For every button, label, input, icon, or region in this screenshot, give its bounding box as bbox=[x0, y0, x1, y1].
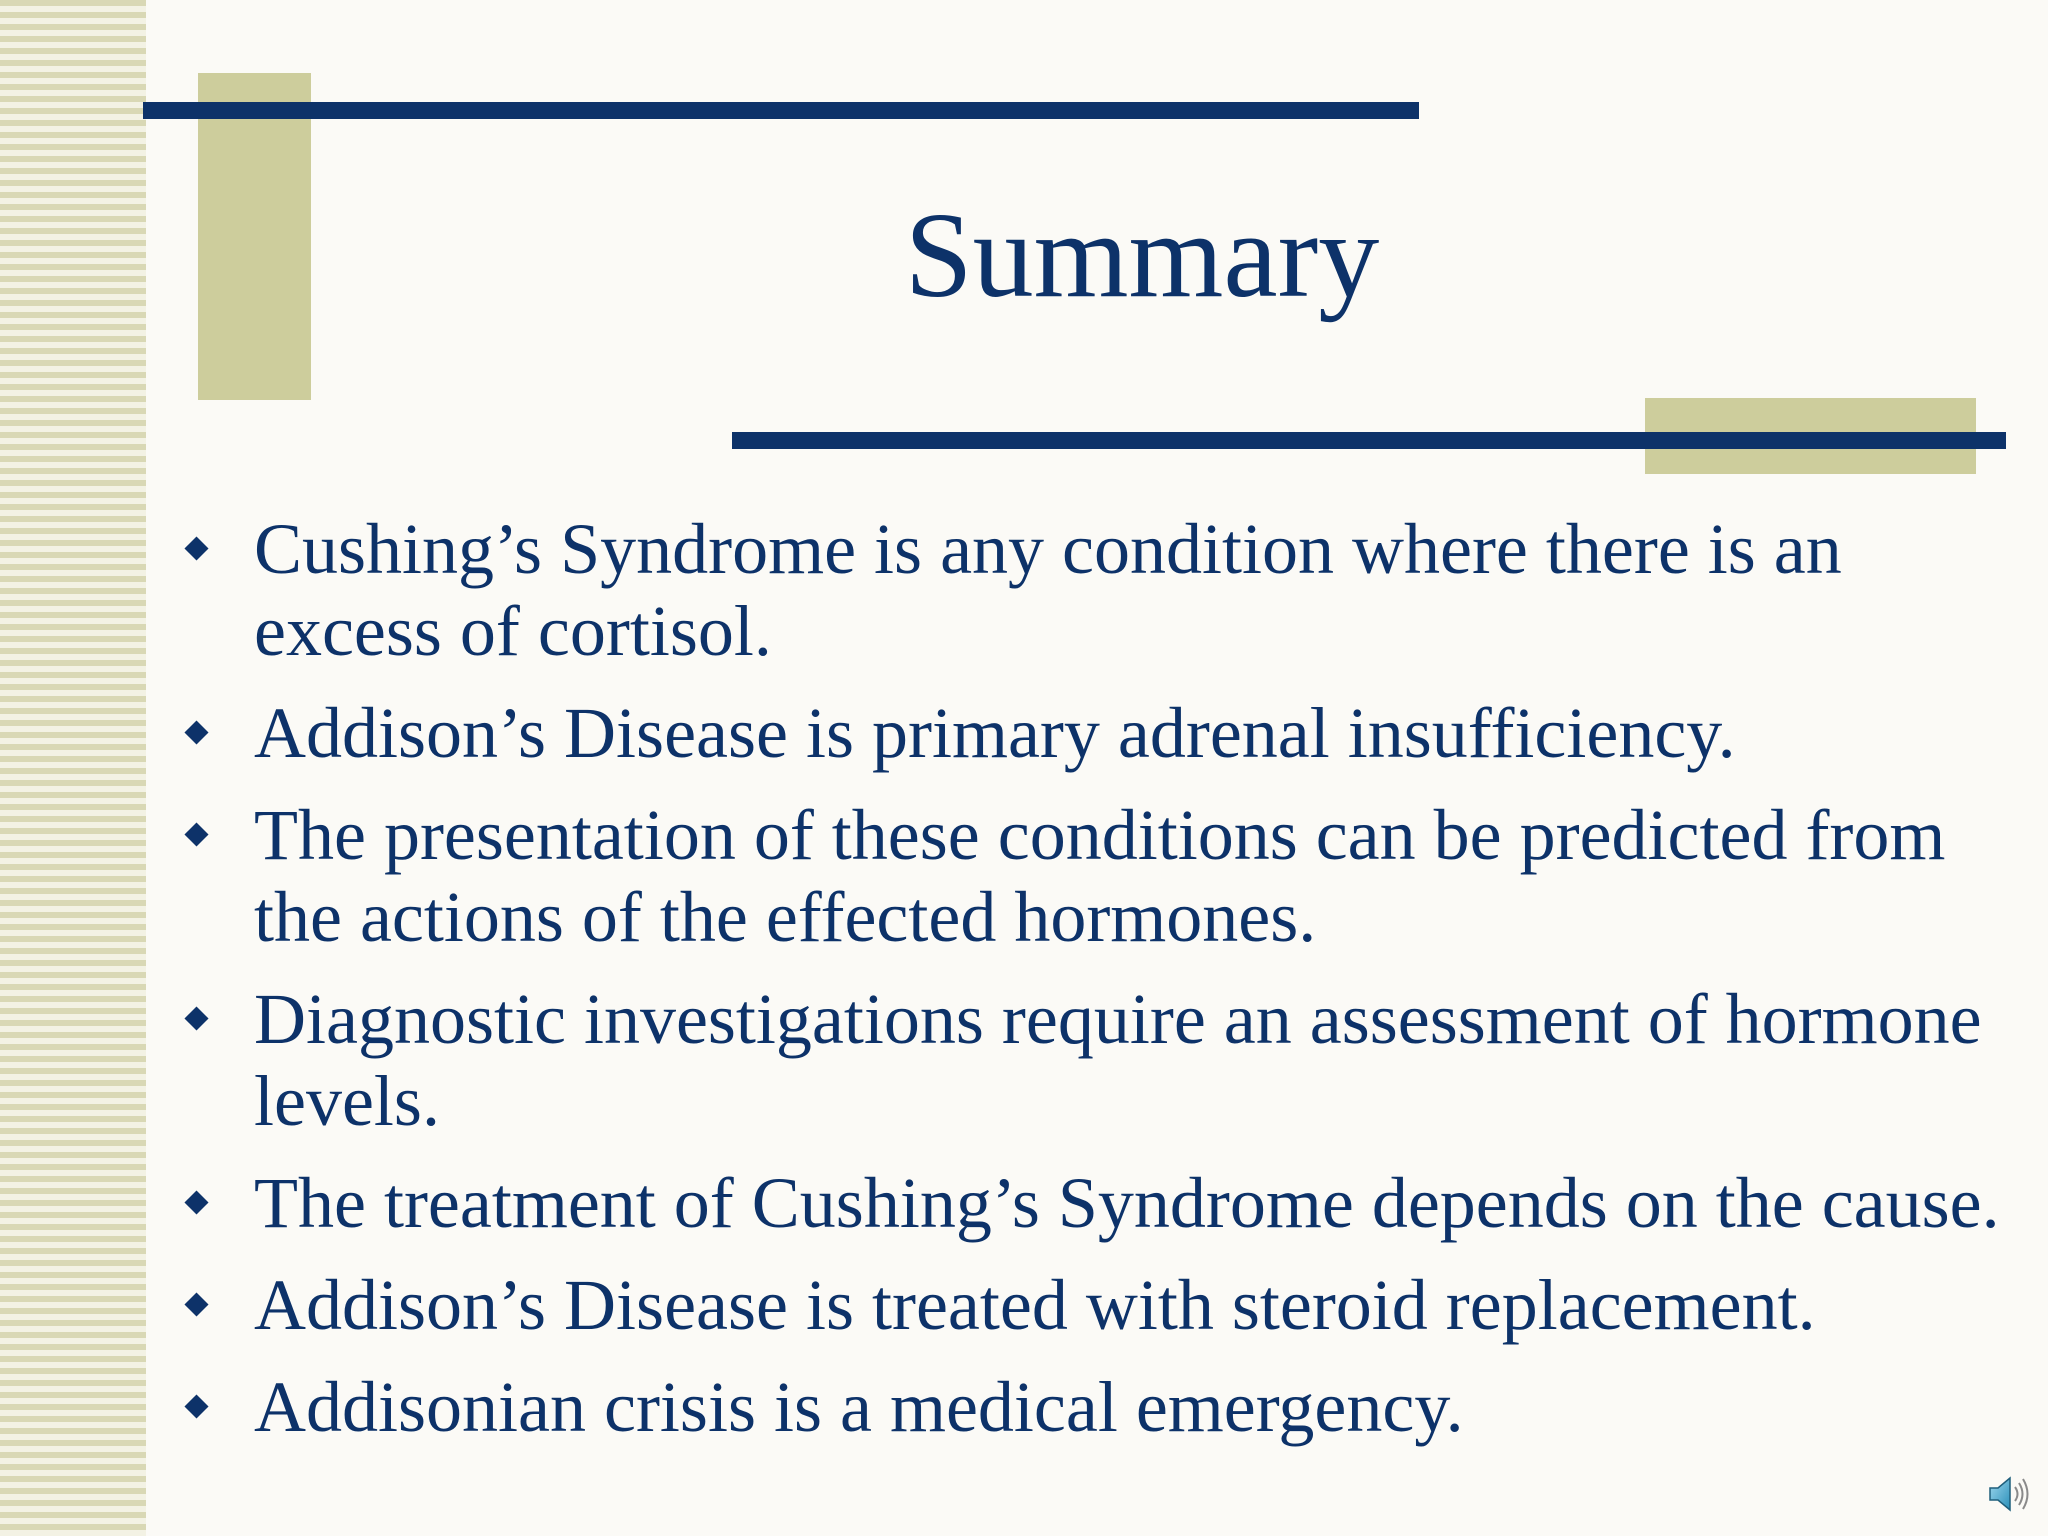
bullet-item bbox=[174, 794, 2044, 958]
speaker-icon[interactable] bbox=[1984, 1470, 2032, 1518]
diamond-bullet-icon bbox=[184, 1394, 208, 1418]
slide-title: Summary bbox=[904, 188, 1380, 323]
diamond-bullet-icon bbox=[184, 720, 208, 744]
bullet-item bbox=[174, 1366, 2044, 1448]
bullet-text: Cushing’s Syndrome is any condition where there is an excess of cortisol. bbox=[254, 509, 1842, 671]
bullet-text: Addison’s Disease is treated with steroid replacement. bbox=[254, 1265, 1816, 1345]
diamond-bullet-icon bbox=[184, 1292, 208, 1316]
title-rule-top bbox=[143, 102, 1419, 119]
bullet-item bbox=[174, 692, 2044, 774]
diamond-bullet-icon bbox=[184, 1006, 208, 1030]
bullet-text: Diagnostic investigations require an assessment of hormone levels. bbox=[254, 979, 1982, 1141]
bullet-item bbox=[174, 1264, 2044, 1346]
accent-block-top-left bbox=[198, 73, 311, 400]
diamond-bullet-icon bbox=[184, 536, 208, 560]
left-stripe-decoration bbox=[0, 0, 146, 1536]
speaker-icon-graphic bbox=[1984, 1470, 2032, 1518]
bullet-item bbox=[174, 1162, 2044, 1244]
bullet-text: The treatment of Cushing’s Syndrome depends on the cause. bbox=[254, 1163, 2000, 1243]
bullet-text: Addisonian crisis is a medical emergency. bbox=[254, 1367, 1464, 1447]
bullet-text: Addison’s Disease is primary adrenal insufficiency. bbox=[254, 693, 1736, 773]
bullet-item bbox=[174, 978, 2044, 1142]
bullet-item bbox=[174, 508, 2044, 672]
diamond-bullet-icon bbox=[184, 822, 208, 846]
bullet-text: The presentation of these conditions can be predicted from the actions of the effected hormones. bbox=[254, 795, 1946, 957]
bullet-list bbox=[174, 508, 2044, 1468]
diamond-bullet-icon bbox=[184, 1190, 208, 1214]
title-rule-bottom bbox=[732, 432, 2006, 449]
